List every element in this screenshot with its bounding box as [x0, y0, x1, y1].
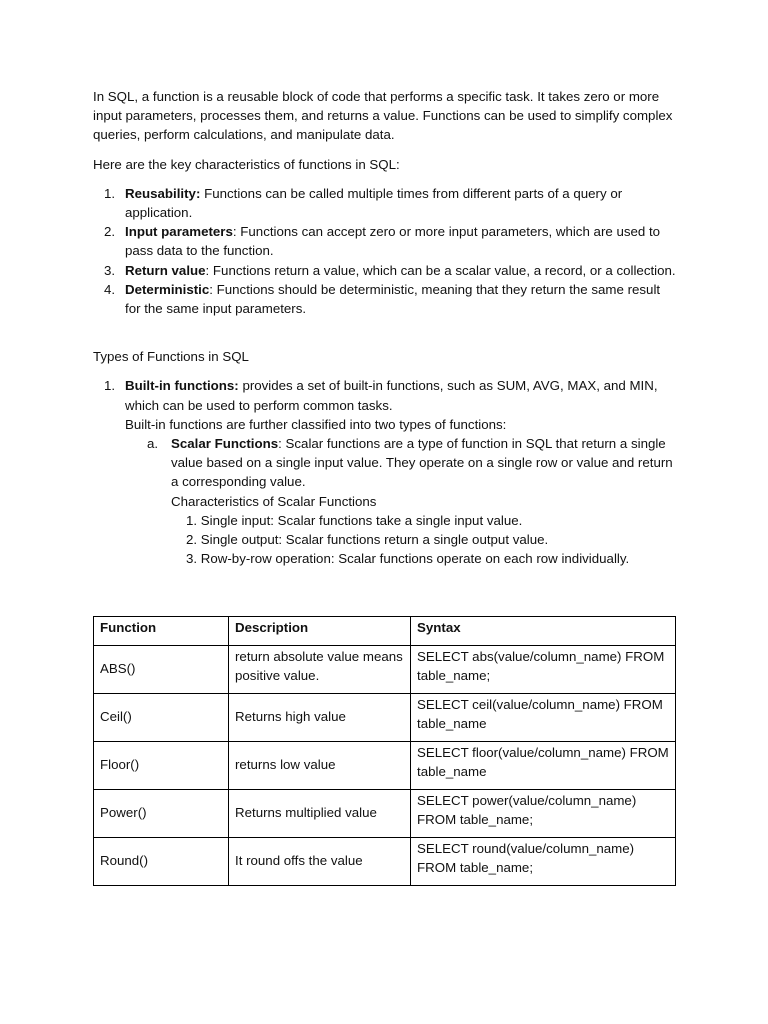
list-number: 1.	[104, 185, 116, 201]
function-cell: Floor()	[94, 742, 229, 790]
table-row	[94, 694, 676, 742]
description-cell: return absolute value means positive value.	[229, 646, 411, 694]
types-list	[93, 376, 678, 491]
term: Scalar Functions	[171, 436, 279, 452]
list-number: 1.	[104, 378, 116, 394]
description-cell: Returns high value	[229, 694, 411, 742]
list-text: : Functions should be deterministic, meaning that they return the same result for the same input parameters.	[125, 281, 661, 317]
table-row	[94, 838, 676, 886]
list-item	[104, 184, 678, 222]
types-heading: Types of Functions in SQL	[93, 349, 249, 365]
list-item	[104, 222, 678, 260]
description-cell: Returns multiplied value	[229, 790, 411, 838]
list-item: 3. Row-by-row operation: Scalar functions operate on each row individually.	[186, 551, 630, 567]
list-text: : Functions return a value, which can be a scalar value, a record, or a collection.	[205, 262, 676, 278]
characteristics-list	[93, 184, 678, 318]
term: Reusability:	[125, 185, 201, 201]
syntax-cell: SELECT floor(value/column_name) FROM table_name	[411, 742, 676, 790]
list-item	[104, 261, 678, 280]
list-text: Functions can be called multiple times from different parts of a query or application.	[125, 185, 623, 221]
function-cell: ABS()	[94, 646, 229, 694]
list-text: : Scalar functions are a type of function in SQL that return a single value based on a single input value. They operate on a single row or value and return a corresponding value.	[171, 436, 673, 490]
characteristics-lead: Here are the key characteristics of functions in SQL:	[93, 156, 400, 172]
function-cell: Ceil()	[94, 694, 229, 742]
list-text: : Functions can accept zero or more input parameters, which are used to pass data to the function.	[125, 224, 661, 259]
description-cell: It round offs the value	[229, 838, 411, 886]
list-item	[104, 280, 678, 318]
column-header: Description	[229, 617, 411, 646]
intro-paragraph: In SQL, a function is a reusable block of code that performs a specific task. It takes zero or more input parameters, processes them, and returns a value. Functions can be used to simplify complex queries, perform calculations, and manipulate data.	[93, 89, 673, 143]
functions-table	[93, 616, 676, 886]
column-header: Syntax	[411, 617, 676, 646]
term: Built-in functions:	[125, 378, 239, 394]
sub-list-item	[147, 434, 678, 492]
list-number: 2.	[104, 224, 116, 240]
list-number: 4.	[104, 281, 116, 297]
list-number: 3.	[104, 262, 116, 278]
term: Deterministic	[125, 281, 210, 297]
table-row	[94, 742, 676, 790]
list-item: 2. Single output: Scalar functions return a single output value.	[186, 532, 549, 548]
list-item: 1. Single input: Scalar functions take a single input value.	[186, 512, 523, 528]
list-text: provides a set of built-in functions, such as SUM, AVG, MAX, and MIN, which can be used to perform common tasks.	[125, 378, 658, 413]
syntax-cell: SELECT ceil(value/column_name) FROM table_name	[411, 694, 676, 742]
scalar-characteristics-title: Characteristics of Scalar Functions	[171, 493, 377, 509]
description-cell: returns low value	[229, 742, 411, 790]
document-page	[93, 87, 678, 568]
list-item	[104, 376, 678, 491]
table-row	[94, 646, 676, 694]
function-cell: Power()	[94, 790, 229, 838]
list-letter: a.	[147, 436, 159, 452]
term: Return value	[125, 262, 206, 278]
syntax-cell: SELECT power(value/column_name) FROM table_name;	[411, 790, 676, 838]
builtin-classification-note: Built-in functions are further classified into two types of functions:	[125, 416, 507, 432]
syntax-cell: SELECT round(value/column_name) FROM table_name;	[411, 838, 676, 886]
function-cell: Round()	[94, 838, 229, 886]
syntax-cell: SELECT abs(value/column_name) FROM table_name;	[411, 646, 676, 694]
term: Input parameters	[125, 224, 233, 240]
table-header-row	[94, 617, 676, 646]
scalar-characteristics-list	[186, 511, 678, 569]
column-header: Function	[94, 617, 229, 646]
table-row	[94, 790, 676, 838]
